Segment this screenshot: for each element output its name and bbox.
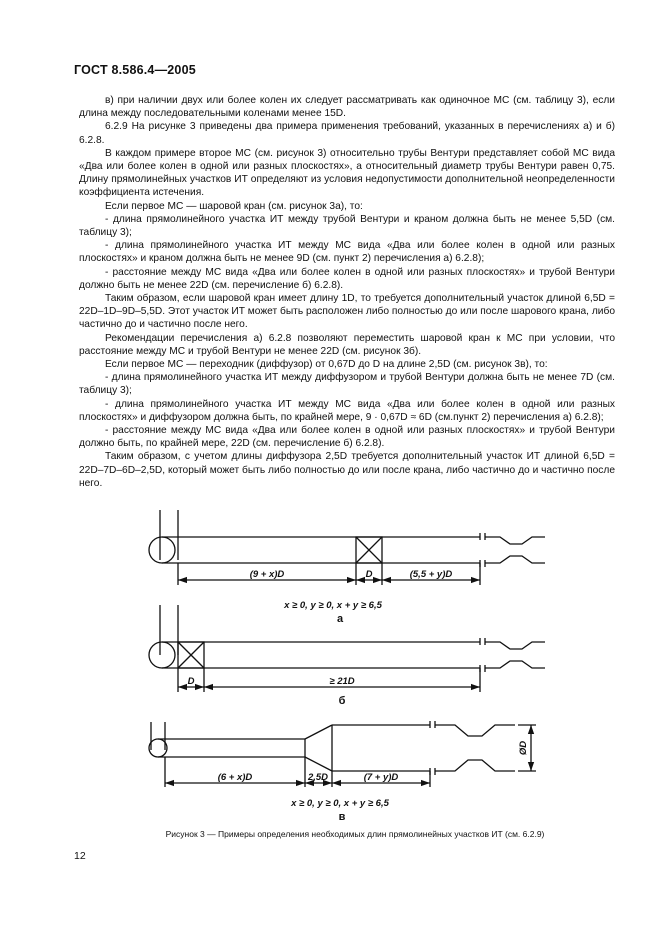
paragraph: Таким образом, если шаровой кран имеет длину 1D, то требуется дополнительный участок длиной 6,5D = 22D–1D–9D–5,5D. Этот участок ИТ может быть расположен либо полностью до или после шарового крана, либо частично до и частично после него. (79, 293, 615, 331)
paragraph: Таким образом, с учетом длины диффузора 2,5D требуется дополнительный участок ИТ длиной 6,5D = 22D–7D–6D–2,5D, который может быть либо полностью до или после крана, либо частично до и частично после него. (79, 451, 615, 489)
paragraph: в) при наличии двух или более колен их следует рассматривать как одиночное МС (см. таблицу 3), если длина между последовательными коленами менее 15D. (79, 95, 615, 120)
dim-c-3: (7 + y)D (363, 772, 399, 783)
body-text (79, 94, 615, 490)
dim-c-2: 2,5D (307, 772, 329, 783)
paragraph: - длина прямолинейного участка ИТ между трубой Вентури и краном должна быть не менее 5,5D (см. таблицу 3); (79, 213, 615, 239)
label-b: б (338, 695, 346, 707)
paragraph: Рекомендации перечисления а) 6.2.8 позволяют переместить шаровой кран к МС при условии, что расстояние между МС и трубой Вентури не менее 22D (см. рисунок 3б). (79, 332, 615, 357)
label-a: а (336, 613, 344, 625)
dim-a-3: (5,5 + y)D (409, 569, 453, 580)
figure-caption: Рисунок 3 — Примеры определения необходимых длин прямолинейных участков ИТ (см. 6.2.9) (165, 829, 545, 839)
paragraph: - расстояние между МС вида «Два или более колен в одной или разных плоскостях» и трубой Вентури должно быть не менее 22D (см. перечисление б) 6.2.8). (79, 266, 615, 291)
diagram-a (149, 510, 545, 585)
condition-c: x ≥ 0, y ≥ 0, x + y ≥ 6,5 (291, 798, 389, 809)
paragraph: - длина прямолинейного участка ИТ между диффузором и трубой Вентури должна быть не менее 7D (см. таблицу 3); (79, 372, 615, 397)
dim-b-1: D (187, 676, 195, 687)
paragraph: Если первое МС — переходник (диффузор) от 0,67D до D на длине 2,5D (см. рисунок 3в), то: (105, 359, 548, 371)
paragraph: В каждом примере второе МС (см. рисунок 3) относительно трубы Вентури представляет собой МС вида «Два или более колен в одной или разных плоскостях», а относительный диаметр трубы Вентури равен 0,75. Длину прямолинейных участков ИТ определяют из условия недопустимости дополнительной неопределенности коэффициента истечения. (79, 147, 615, 199)
paragraph: 6.2.9 На рисунке 3 приведены два примера применения требований, указанных в перечислениях а) и б) 6.2.8. (79, 121, 615, 146)
figure-3 (0, 500, 661, 830)
dim-c-diam: ØD (518, 740, 529, 756)
paragraph: - длина прямолинейного участка ИТ между МС вида «Два или более колен в одной или разных плоскостях» и диффузором должна быть, по крайней мере, 9 · 0,67D ≈ 6D (см.пункт 2) перечисления а) 6.2.8); (79, 398, 615, 423)
paragraph: - расстояние между МС вида «Два или более колен в одной или разных плоскостях» и трубой Вентури должно быть, по крайней мере, 22D (см. перечисление б) 6.2.8). (79, 425, 615, 450)
paragraph: Если первое МС — шаровой кран (см. рисунок 3а), то: (105, 200, 363, 212)
dim-c-1: (6 + x)D (217, 772, 253, 783)
paragraph: - длина прямолинейного участка ИТ между МС вида «Два или более колен в одной или разных плоскостях» и краном должна быть не менее 9D (см. пункт 2) перечисления а) 6.2.8); (79, 240, 615, 265)
document-header: ГОСТ 8.586.4—2005 (74, 63, 196, 77)
diagram-c (149, 721, 536, 787)
label-c: в (338, 811, 346, 823)
dim-a-2: D (365, 569, 373, 580)
dim-b-2: ≥ 21D (329, 676, 355, 687)
condition-a: x ≥ 0, y ≥ 0, x + y ≥ 6,5 (284, 600, 382, 611)
dim-a-1: (9 + x)D (249, 569, 285, 580)
page-number: 12 (74, 850, 86, 862)
